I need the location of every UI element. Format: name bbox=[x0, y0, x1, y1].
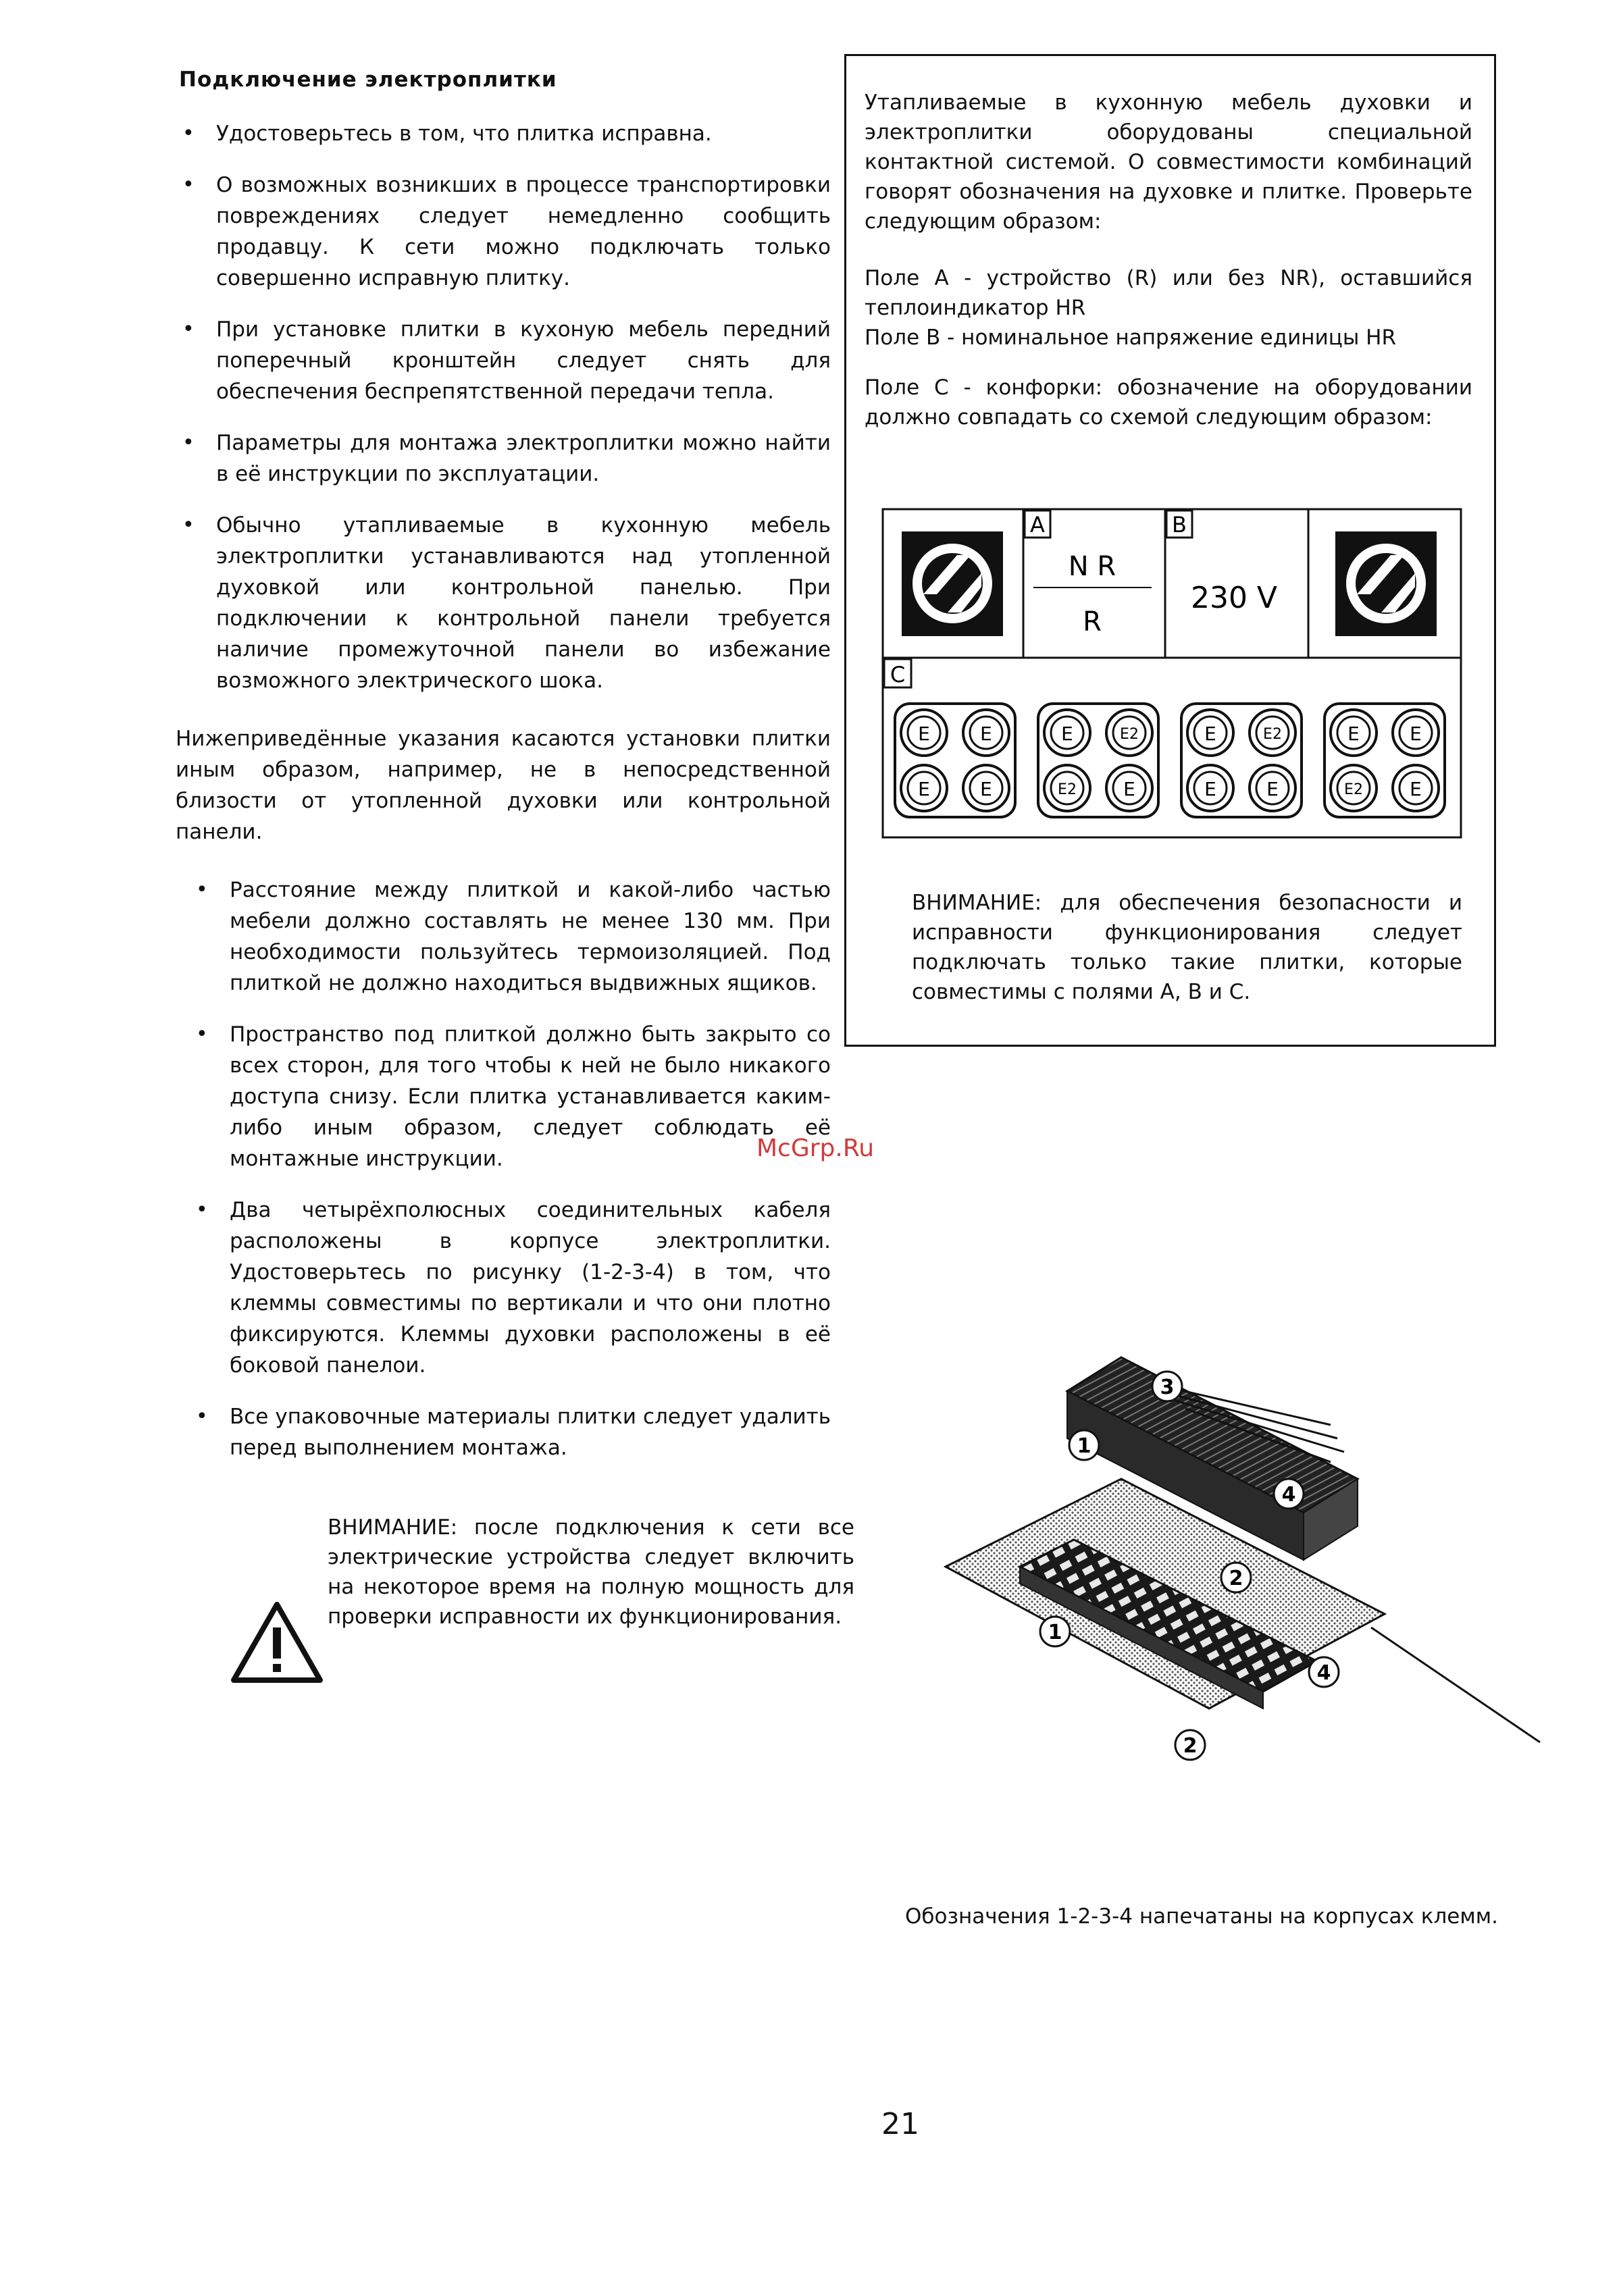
field-c-label: C bbox=[890, 662, 906, 687]
warning-text-left: ВНИМАНИЕ: после подключения к сети все электрические устройства следует включить на некоторое время на полную мощность для проверки исправности их функционирования. bbox=[328, 1515, 854, 1629]
list-item: • Два четырёхполюсных соединительных кабеля расположены в корпусе электроплитки. Удостоверьтесь по рисунку (1-2-3-4) в том, что клеммы совместимы по вертикали и что они плотно фиксируются. Клеммы духовки расположены в её боковой панелои. bbox=[189, 1195, 831, 1381]
callout-label: 2 bbox=[1229, 1567, 1243, 1590]
burner-e: E bbox=[1061, 723, 1073, 745]
list-item: • Расстояние между плиткой и какой-либо частью мебели должно составлять не менее 130 мм. При необходимости пользуйтесь термоизоляцией. Под плиткой не должно находиться выдвижных ящиков. bbox=[189, 875, 831, 999]
hob-layout-4 bbox=[1325, 704, 1445, 817]
page-number: 21 bbox=[881, 2107, 919, 2141]
voltage-label: 230 V bbox=[1190, 581, 1278, 615]
figure-caption: Обозначения 1-2-3-4 напечатаны на корпусах клемм. bbox=[905, 1904, 1498, 1929]
r-label: R bbox=[1083, 606, 1102, 637]
callout-label: 1 bbox=[1048, 1621, 1062, 1644]
compatibility-scheme bbox=[881, 508, 1462, 839]
compatibility-intro: Утапливаемые в кухонную мебель духовки и электроплитки оборудованы специальной контактной системой. О совместимости комбинаций говорят обозначения на духовке и плитке. Проверьте следующим образом: bbox=[865, 90, 1472, 234]
list-item: • О возможных возникших в процессе транспортировки повреждениях следует немедленно сообщить продавцу. К сети можно подключать только совершенно исправную плитку. bbox=[176, 169, 831, 294]
warning-text-right: ВНИМАНИЕ: для обеспечения безопасности и исправности функционирования следует подключать только такие плитки, которые совместимы с полями A, B и C. bbox=[912, 891, 1462, 1004]
callout-label: 1 bbox=[1077, 1434, 1091, 1458]
section-heading: Подключение электроплитки bbox=[179, 68, 557, 92]
bullet-icon: • bbox=[182, 173, 195, 197]
burner-e: E bbox=[1204, 723, 1216, 745]
bullet-icon: • bbox=[196, 1022, 208, 1046]
burner-e: E bbox=[980, 778, 992, 800]
burner-e2: E2 bbox=[1058, 781, 1077, 798]
bullet-icon: • bbox=[196, 1405, 208, 1428]
burner-e: E bbox=[1266, 778, 1279, 800]
warning-triangle-icon bbox=[230, 1600, 324, 1685]
hob-layout-3 bbox=[1181, 704, 1302, 817]
field-c-description: Поле С - конфорки: обозначение на оборудовании должно совпадать со схемой следующим образом: bbox=[865, 375, 1472, 429]
hob-layout-2 bbox=[1038, 704, 1158, 817]
list-item: • Удостоверьтесь в том, что плитка исправна. bbox=[176, 118, 831, 149]
list-item: • Пространство под плиткой должно быть закрыто со всех сторон, для того чтобы к ней не было никакого доступа снизу. Если плитка устанавливается каким-либо иным образом, следует соблюдать её монтажные инструкции. bbox=[189, 1019, 831, 1174]
burner-e: E bbox=[1123, 778, 1135, 800]
burner-e: E bbox=[1410, 778, 1422, 800]
burner-e: E bbox=[1204, 778, 1216, 800]
nr-label: N R bbox=[1068, 551, 1116, 582]
callout-label: 4 bbox=[1316, 1661, 1331, 1685]
left-column bbox=[176, 118, 831, 1463]
hob-layout-1 bbox=[895, 704, 1015, 817]
burner-e: E bbox=[980, 723, 992, 745]
compatibility-text bbox=[865, 88, 1472, 442]
burner-e: E bbox=[1347, 723, 1360, 745]
electrolux-logo-icon bbox=[902, 531, 1003, 636]
bullet-icon: • bbox=[182, 122, 195, 145]
callout-label: 4 bbox=[1281, 1483, 1296, 1507]
bullet-icon: • bbox=[196, 878, 208, 902]
burner-e: E bbox=[918, 778, 930, 800]
bullet-icon: • bbox=[182, 317, 195, 341]
terminal-blocks-illustration bbox=[898, 1344, 1560, 1844]
list-item: • Все упаковочные материалы плитки следует удалить перед выполнением монтажа. bbox=[189, 1401, 831, 1463]
burner-e: E bbox=[1410, 723, 1422, 745]
callout-label: 2 bbox=[1183, 1734, 1198, 1758]
burner-e2: E2 bbox=[1263, 726, 1282, 743]
list-item: • При установке плитки в кухоную мебель передний поперечный кронштейн следует снять для обеспечения беспрепятственной передачи тепла. bbox=[176, 314, 831, 407]
bullet-icon: • bbox=[182, 431, 195, 454]
bullet-icon: • bbox=[182, 513, 195, 537]
intro-paragraph: Нижеприведённые указания касаются установки плитки иным образом, например, не в непосредственной близости от утопленной духовки или контрольной панели. bbox=[176, 727, 831, 844]
callout-label: 3 bbox=[1160, 1376, 1175, 1399]
burner-e2: E2 bbox=[1120, 726, 1139, 743]
bullet-icon: • bbox=[196, 1198, 208, 1222]
burner-e: E bbox=[918, 723, 930, 745]
watermark: McGrp.Ru bbox=[756, 1134, 875, 1162]
field-a-description: Поле А - устройство (R) или без NR), оставшийся теплоиндикатор HR bbox=[865, 266, 1472, 320]
burner-e2: E2 bbox=[1344, 781, 1363, 798]
electrolux-logo-icon bbox=[1335, 531, 1437, 636]
field-a-label: A bbox=[1030, 512, 1045, 538]
list-item: • Параметры для монтажа электроплитки можно найти в её инструкции по эксплуатации. bbox=[176, 427, 831, 490]
field-b-description: Поле В - номинальное напряжение единицы HR bbox=[865, 325, 1397, 350]
list-item: • Обычно утапливаемые в кухонную мебель электроплитки устанавливаются над утопленной духовкой или контрольной панелью. При подключении к контрольной панели требуется наличие промежуточной панели во избежание возможного электрического шока. bbox=[176, 510, 831, 696]
field-b-label: B bbox=[1172, 512, 1187, 538]
